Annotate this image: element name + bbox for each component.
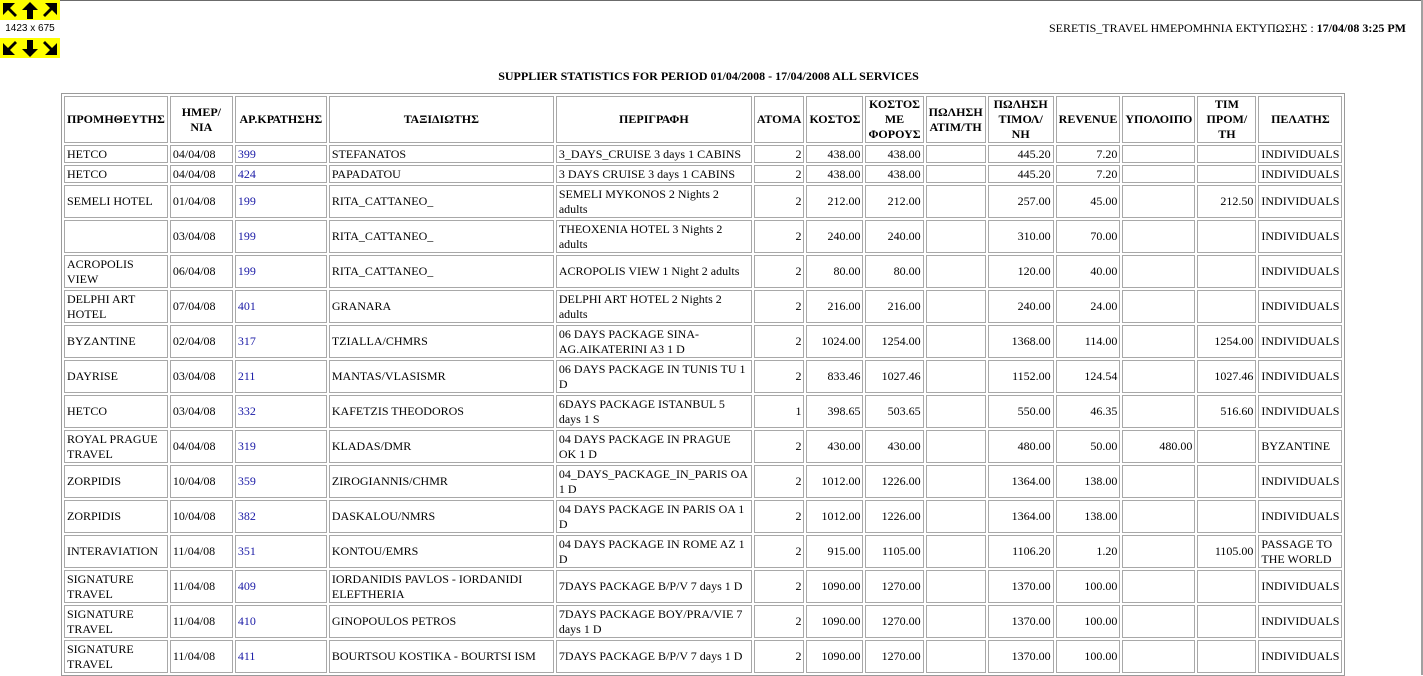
sale-uninvoiced-cell xyxy=(926,500,986,533)
supplier-invoice-cell: 212.50 xyxy=(1197,185,1256,218)
header-persons: ΑΤΟΜΑ xyxy=(754,96,805,143)
cost-cell: 915.00 xyxy=(806,535,863,568)
persons-cell: 2 xyxy=(754,500,805,533)
sale-invoiced-cell: 1106.20 xyxy=(988,535,1054,568)
balance-cell xyxy=(1122,185,1195,218)
cost-with-taxes-cell: 216.00 xyxy=(865,290,923,323)
description-cell: 7DAYS PACKAGE B/P/V 7 days 1 D xyxy=(556,570,752,603)
cost-with-taxes-cell: 438.00 xyxy=(865,145,923,163)
balance-cell xyxy=(1122,325,1195,358)
revenue-cell: 24.00 xyxy=(1056,290,1121,323)
balance-cell xyxy=(1122,145,1195,163)
sale-uninvoiced-cell xyxy=(926,145,986,163)
cost-cell: 438.00 xyxy=(806,145,863,163)
booking-number-link[interactable]: 211 xyxy=(235,360,327,393)
customer-cell: INDIVIDUALS xyxy=(1258,500,1342,533)
supplier-invoice-cell xyxy=(1197,605,1256,638)
revenue-cell: 40.00 xyxy=(1056,255,1121,288)
customer-cell: INDIVIDUALS xyxy=(1258,255,1342,288)
cost-with-taxes-cell: 212.00 xyxy=(865,185,923,218)
sale-uninvoiced-cell xyxy=(926,640,986,673)
sale-invoiced-cell: 1152.00 xyxy=(988,360,1054,393)
supplier-invoice-cell xyxy=(1197,465,1256,498)
revenue-cell: 1.20 xyxy=(1056,535,1121,568)
sale-uninvoiced-cell xyxy=(926,570,986,603)
table-row xyxy=(64,145,1342,163)
customer-cell: INDIVIDUALS xyxy=(1258,290,1342,323)
description-cell: DELPHI ART HOTEL 2 Nights 2 adults xyxy=(556,290,752,323)
table-row xyxy=(64,430,1342,463)
date-cell: 04/04/08 xyxy=(170,430,233,463)
table-row xyxy=(64,570,1342,603)
supplier-invoice-cell xyxy=(1197,290,1256,323)
revenue-cell: 114.00 xyxy=(1056,325,1121,358)
revenue-cell: 7.20 xyxy=(1056,165,1121,183)
revenue-cell: 138.00 xyxy=(1056,465,1121,498)
revenue-cell: 100.00 xyxy=(1056,640,1121,673)
customer-cell: INDIVIDUALS xyxy=(1258,220,1342,253)
description-cell: 04 DAYS PACKAGE IN PARIS OA 1 D xyxy=(556,500,752,533)
customer-cell: INDIVIDUALS xyxy=(1258,145,1342,163)
traveler-cell: KLADAS/DMR xyxy=(329,430,554,463)
customer-cell: INDIVIDUALS xyxy=(1258,165,1342,183)
balance-cell xyxy=(1122,640,1195,673)
cost-cell: 1024.00 xyxy=(806,325,863,358)
customer-cell: BYZANTINE xyxy=(1258,430,1342,463)
persons-cell: 1 xyxy=(754,395,805,428)
sale-invoiced-cell: 257.00 xyxy=(988,185,1054,218)
table-row xyxy=(64,640,1342,673)
date-cell: 11/04/08 xyxy=(170,570,233,603)
customer-cell: INDIVIDUALS xyxy=(1258,640,1342,673)
sale-invoiced-cell: 120.00 xyxy=(988,255,1054,288)
supplier-cell: SIGNATURE TRAVEL xyxy=(64,570,168,603)
cost-cell: 216.00 xyxy=(806,290,863,323)
description-cell: THEOXENIA HOTEL 3 Nights 2 adults xyxy=(556,220,752,253)
date-cell: 10/04/08 xyxy=(170,465,233,498)
date-cell: 11/04/08 xyxy=(170,640,233,673)
cost-cell: 398.65 xyxy=(806,395,863,428)
resize-widget[interactable] xyxy=(0,0,60,60)
cost-cell: 438.00 xyxy=(806,165,863,183)
supplier-invoice-cell xyxy=(1197,570,1256,603)
supplier-invoice-cell xyxy=(1197,220,1256,253)
date-cell: 03/04/08 xyxy=(170,220,233,253)
persons-cell: 2 xyxy=(754,640,805,673)
persons-cell: 2 xyxy=(754,185,805,218)
table-row xyxy=(64,165,1342,183)
cost-with-taxes-cell: 430.00 xyxy=(865,430,923,463)
description-cell: 7DAYS PACKAGE BOY/PRA/VIE 7 days 1 D xyxy=(556,605,752,638)
supplier-cell: SIGNATURE TRAVEL xyxy=(64,640,168,673)
cost-with-taxes-cell: 1254.00 xyxy=(865,325,923,358)
traveler-cell: IORDANIDIS PAVLOS - IORDANIDI ELEFTHERIA xyxy=(329,570,554,603)
supplier-cell: HETCO xyxy=(64,145,168,163)
cost-cell: 1090.00 xyxy=(806,605,863,638)
table-row xyxy=(64,395,1342,428)
sale-uninvoiced-cell xyxy=(926,255,986,288)
traveler-cell: BOURTSOU KOSTIKA - BOURTSI ISM xyxy=(329,640,554,673)
arrow-down-right-icon[interactable] xyxy=(40,38,60,58)
traveler-cell: GINOPOULOS PETROS xyxy=(329,605,554,638)
revenue-cell: 45.00 xyxy=(1056,185,1121,218)
persons-cell: 2 xyxy=(754,255,805,288)
date-cell: 04/04/08 xyxy=(170,165,233,183)
header-revenue: REVENUE xyxy=(1056,96,1121,143)
description-cell: 04 DAYS PACKAGE IN PRAGUE OK 1 D xyxy=(556,430,752,463)
sale-invoiced-cell: 445.20 xyxy=(988,165,1054,183)
arrow-up-icon[interactable] xyxy=(20,0,40,20)
header-cost-with-taxes: ΚΟΣΤΟΣ ΜΕ ΦΟΡΟΥΣ xyxy=(865,96,923,143)
revenue-cell: 138.00 xyxy=(1056,500,1121,533)
supplier-invoice-cell: 1027.46 xyxy=(1197,360,1256,393)
supplier-cell: SIGNATURE TRAVEL xyxy=(64,605,168,638)
sale-uninvoiced-cell xyxy=(926,360,986,393)
table-row xyxy=(64,535,1342,568)
sale-uninvoiced-cell xyxy=(926,185,986,218)
balance-cell xyxy=(1122,165,1195,183)
description-cell: 04_DAYS_PACKAGE_IN_PARIS OA 1 D xyxy=(556,465,752,498)
supplier-invoice-cell xyxy=(1197,165,1256,183)
cost-cell: 1090.00 xyxy=(806,570,863,603)
traveler-cell: RITA_CATTANEO_ xyxy=(329,220,554,253)
balance-cell xyxy=(1122,255,1195,288)
sale-invoiced-cell: 1364.00 xyxy=(988,465,1054,498)
print-date-label: ΗΜΕΡΟΜΗΝΙΑ ΕΚΤΥΠΩΣΗΣ : xyxy=(1150,21,1314,35)
supplier-cell: BYZANTINE xyxy=(64,325,168,358)
customer-cell: PASSAGE TO THE WORLD xyxy=(1258,535,1342,568)
supplier-invoice-cell: 1105.00 xyxy=(1197,535,1256,568)
supplier-cell: ROYAL PRAGUE TRAVEL xyxy=(64,430,168,463)
traveler-cell: PAPADATOU xyxy=(329,165,554,183)
cost-with-taxes-cell: 1270.00 xyxy=(865,570,923,603)
arrow-down-icon[interactable] xyxy=(20,38,40,58)
revenue-cell: 70.00 xyxy=(1056,220,1121,253)
sale-invoiced-cell: 1368.00 xyxy=(988,325,1054,358)
supplier-cell xyxy=(64,220,168,253)
sale-invoiced-cell: 240.00 xyxy=(988,290,1054,323)
cost-with-taxes-cell: 1105.00 xyxy=(865,535,923,568)
header-description: ΠΕΡΙΓΡΑΦΗ xyxy=(556,96,752,143)
arrow-up-right-icon[interactable] xyxy=(40,0,60,20)
cost-with-taxes-cell: 1226.00 xyxy=(865,465,923,498)
persons-cell: 2 xyxy=(754,145,805,163)
header-cost: ΚΟΣΤΟΣ xyxy=(806,96,863,143)
persons-cell: 2 xyxy=(754,360,805,393)
supplier-invoice-cell: 516.60 xyxy=(1197,395,1256,428)
supplier-invoice-cell: 1254.00 xyxy=(1197,325,1256,358)
sale-invoiced-cell: 1370.00 xyxy=(988,570,1054,603)
cost-with-taxes-cell: 438.00 xyxy=(865,165,923,183)
revenue-cell: 100.00 xyxy=(1056,570,1121,603)
balance-cell xyxy=(1122,220,1195,253)
date-cell: 04/04/08 xyxy=(170,145,233,163)
table-row xyxy=(64,500,1342,533)
sale-uninvoiced-cell xyxy=(926,395,986,428)
arrow-up-left-icon[interactable] xyxy=(0,0,20,20)
print-datetime: 17/04/08 3:25 PM xyxy=(1316,21,1406,35)
customer-cell: INDIVIDUALS xyxy=(1258,395,1342,428)
table-row xyxy=(64,360,1342,393)
customer-cell: INDIVIDUALS xyxy=(1258,605,1342,638)
balance-cell xyxy=(1122,290,1195,323)
balance-cell xyxy=(1122,605,1195,638)
booking-number-link[interactable]: 411 xyxy=(235,640,327,673)
description-cell: ACROPOLIS VIEW 1 Night 2 adults xyxy=(556,255,752,288)
cost-with-taxes-cell: 240.00 xyxy=(865,220,923,253)
supplier-cell: ZORPIDIS xyxy=(64,465,168,498)
booking-number-link[interactable]: 401 xyxy=(235,290,327,323)
traveler-cell: GRANARA xyxy=(329,290,554,323)
traveler-cell: KONTOU/EMRS xyxy=(329,535,554,568)
supplier-cell: DELPHI ART HOTEL xyxy=(64,290,168,323)
description-cell: 7DAYS PACKAGE B/P/V 7 days 1 D xyxy=(556,640,752,673)
cost-cell: 833.46 xyxy=(806,360,863,393)
description-cell: 04 DAYS PACKAGE IN ROME AZ 1 D xyxy=(556,535,752,568)
sale-uninvoiced-cell xyxy=(926,220,986,253)
header-date: ΗΜΕΡ/ΝΙΑ xyxy=(170,96,233,143)
customer-cell: INDIVIDUALS xyxy=(1258,360,1342,393)
booking-number-link[interactable]: 359 xyxy=(235,465,327,498)
sale-invoiced-cell: 310.00 xyxy=(988,220,1054,253)
header-sale-uninvoiced: ΠΩΛΗΣΗ ΑΤΙΜ/ΤΗ xyxy=(926,96,986,143)
supplier-invoice-cell xyxy=(1197,640,1256,673)
revenue-cell: 46.35 xyxy=(1056,395,1121,428)
cost-with-taxes-cell: 503.65 xyxy=(865,395,923,428)
booking-number-link[interactable]: 317 xyxy=(235,325,327,358)
cost-with-taxes-cell: 80.00 xyxy=(865,255,923,288)
date-cell: 06/04/08 xyxy=(170,255,233,288)
company-name: SERETIS_TRAVEL xyxy=(1048,21,1148,35)
date-cell: 11/04/08 xyxy=(170,535,233,568)
balance-cell: 480.00 xyxy=(1122,430,1195,463)
description-cell: 6DAYS PACKAGE ISTANBUL 5 days 1 S xyxy=(556,395,752,428)
booking-number-link[interactable]: 319 xyxy=(235,430,327,463)
supplier-statistics-table xyxy=(61,93,1345,676)
booking-number-link[interactable]: 199 xyxy=(235,220,327,253)
traveler-cell: ZIROGIANNIS/CHMR xyxy=(329,465,554,498)
table-row xyxy=(64,290,1342,323)
cost-cell: 1012.00 xyxy=(806,500,863,533)
sale-uninvoiced-cell xyxy=(926,535,986,568)
customer-cell: INDIVIDUALS xyxy=(1258,185,1342,218)
date-cell: 03/04/08 xyxy=(170,360,233,393)
date-cell: 03/04/08 xyxy=(170,395,233,428)
window-top-border xyxy=(0,0,1423,1)
sale-uninvoiced-cell xyxy=(926,605,986,638)
table-row xyxy=(64,605,1342,638)
window-size-label: 1423 x 675 xyxy=(0,20,60,38)
cost-cell: 430.00 xyxy=(806,430,863,463)
sale-invoiced-cell: 550.00 xyxy=(988,395,1054,428)
sale-invoiced-cell: 480.00 xyxy=(988,430,1054,463)
supplier-cell: ZORPIDIS xyxy=(64,500,168,533)
cost-with-taxes-cell: 1226.00 xyxy=(865,500,923,533)
persons-cell: 2 xyxy=(754,535,805,568)
sale-invoiced-cell: 1364.00 xyxy=(988,500,1054,533)
header-supplier-invoice: ΤΙΜ ΠΡΟΜ/ΤΗ xyxy=(1197,96,1256,143)
cost-with-taxes-cell: 1270.00 xyxy=(865,640,923,673)
traveler-cell: RITA_CATTANEO_ xyxy=(329,185,554,218)
table-row xyxy=(64,185,1342,218)
traveler-cell: RITA_CATTANEO_ xyxy=(329,255,554,288)
balance-cell xyxy=(1122,535,1195,568)
balance-cell xyxy=(1122,465,1195,498)
traveler-cell: KAFETZIS THEODOROS xyxy=(329,395,554,428)
sale-uninvoiced-cell xyxy=(926,165,986,183)
header-sale-invoiced: ΠΩΛΗΣΗ ΤΙΜΟΛ/ΝΗ xyxy=(988,96,1054,143)
cost-cell: 240.00 xyxy=(806,220,863,253)
traveler-cell: TZIALLA/CHMRS xyxy=(329,325,554,358)
supplier-invoice-cell xyxy=(1197,430,1256,463)
table-row xyxy=(64,220,1342,253)
sale-uninvoiced-cell xyxy=(926,325,986,358)
persons-cell: 2 xyxy=(754,465,805,498)
supplier-invoice-cell xyxy=(1197,145,1256,163)
booking-number-link[interactable]: 199 xyxy=(235,185,327,218)
supplier-cell: ACROPOLIS VIEW xyxy=(64,255,168,288)
table-row xyxy=(64,255,1342,288)
supplier-invoice-cell xyxy=(1197,500,1256,533)
table-row xyxy=(64,465,1342,498)
booking-number-link[interactable]: 399 xyxy=(235,145,327,163)
booking-number-link[interactable]: 199 xyxy=(235,255,327,288)
persons-cell: 2 xyxy=(754,220,805,253)
persons-cell: 2 xyxy=(754,430,805,463)
date-cell: 07/04/08 xyxy=(170,290,233,323)
description-cell: 3 DAYS CRUISE 3 days 1 CABINS xyxy=(556,165,752,183)
arrow-down-left-icon[interactable] xyxy=(0,38,20,58)
header-booking-number: ΑΡ.ΚΡΑΤΗΣΗΣ xyxy=(235,96,327,143)
customer-cell: INDIVIDUALS xyxy=(1258,465,1342,498)
supplier-cell: DAYRISE xyxy=(64,360,168,393)
persons-cell: 2 xyxy=(754,165,805,183)
customer-cell: INDIVIDUALS xyxy=(1258,325,1342,358)
sale-invoiced-cell: 445.20 xyxy=(988,145,1054,163)
booking-number-link[interactable]: 351 xyxy=(235,535,327,568)
description-cell: SEMELI MYKONOS 2 Nights 2 adults xyxy=(556,185,752,218)
cost-cell: 1012.00 xyxy=(806,465,863,498)
balance-cell xyxy=(1122,360,1195,393)
revenue-cell: 7.20 xyxy=(1056,145,1121,163)
balance-cell xyxy=(1122,395,1195,428)
header-supplier: ΠΡΟΜΗΘΕΥΤΗΣ xyxy=(64,96,168,143)
traveler-cell: DASKALOU/NMRS xyxy=(329,500,554,533)
cost-cell: 80.00 xyxy=(806,255,863,288)
booking-number-link[interactable]: 409 xyxy=(235,570,327,603)
description-cell: 06 DAYS PACKAGE SINA-AG.AIKATERINI A3 1 D xyxy=(556,325,752,358)
balance-cell xyxy=(1122,570,1195,603)
booking-number-link[interactable]: 382 xyxy=(235,500,327,533)
report-title: SUPPLIER STATISTICS FOR PERIOD 01/04/2008 - 17/04/2008 ALL SERVICES xyxy=(498,69,919,83)
table-header-row xyxy=(64,96,1342,143)
cost-cell: 212.00 xyxy=(806,185,863,218)
sale-uninvoiced-cell xyxy=(926,290,986,323)
booking-number-link[interactable]: 424 xyxy=(235,165,327,183)
header-traveler: ΤΑΞΙΔΙΩΤΗΣ xyxy=(329,96,554,143)
revenue-cell: 124.54 xyxy=(1056,360,1121,393)
description-cell: 3_DAYS_CRUISE 3 days 1 CABINS xyxy=(556,145,752,163)
revenue-cell: 50.00 xyxy=(1056,430,1121,463)
print-info xyxy=(1049,21,1406,36)
sale-invoiced-cell: 1370.00 xyxy=(988,640,1054,673)
table-row xyxy=(64,325,1342,358)
booking-number-link[interactable]: 332 xyxy=(235,395,327,428)
sale-uninvoiced-cell xyxy=(926,430,986,463)
persons-cell: 2 xyxy=(754,290,805,323)
cost-cell: 1090.00 xyxy=(806,640,863,673)
header-customer: ΠΕΛΑΤΗΣ xyxy=(1258,96,1342,143)
date-cell: 11/04/08 xyxy=(170,605,233,638)
description-cell: 06 DAYS PACKAGE IN TUNIS TU 1 D xyxy=(556,360,752,393)
supplier-cell: HETCO xyxy=(64,395,168,428)
sale-uninvoiced-cell xyxy=(926,465,986,498)
supplier-cell: INTERAVIATION xyxy=(64,535,168,568)
cost-with-taxes-cell: 1270.00 xyxy=(865,605,923,638)
traveler-cell: STEFANATOS xyxy=(329,145,554,163)
balance-cell xyxy=(1122,500,1195,533)
header-balance: ΥΠΟΛΟΙΠΟ xyxy=(1122,96,1195,143)
revenue-cell: 100.00 xyxy=(1056,605,1121,638)
persons-cell: 2 xyxy=(754,325,805,358)
traveler-cell: MANTAS/VLASISMR xyxy=(329,360,554,393)
supplier-cell: HETCO xyxy=(64,165,168,183)
sale-invoiced-cell: 1370.00 xyxy=(988,605,1054,638)
date-cell: 02/04/08 xyxy=(170,325,233,358)
supplier-invoice-cell xyxy=(1197,255,1256,288)
date-cell: 10/04/08 xyxy=(170,500,233,533)
date-cell: 01/04/08 xyxy=(170,185,233,218)
customer-cell: INDIVIDUALS xyxy=(1258,570,1342,603)
supplier-cell: SEMELI HOTEL xyxy=(64,185,168,218)
booking-number-link[interactable]: 410 xyxy=(235,605,327,638)
persons-cell: 2 xyxy=(754,605,805,638)
cost-with-taxes-cell: 1027.46 xyxy=(865,360,923,393)
persons-cell: 2 xyxy=(754,570,805,603)
